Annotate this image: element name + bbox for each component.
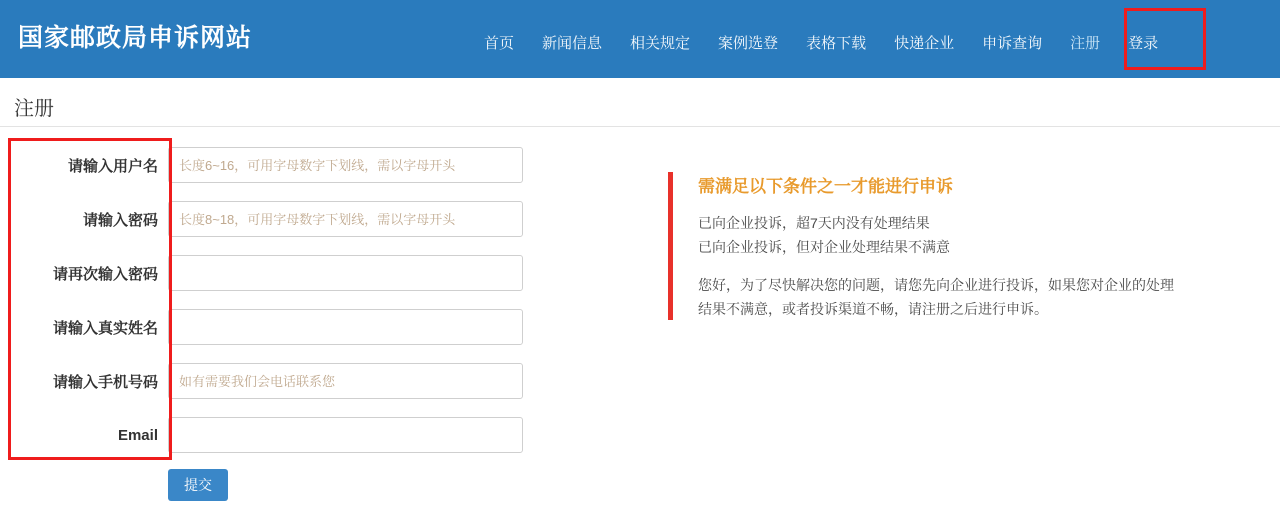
nav-item-forms-download[interactable]: 表格下载 — [806, 35, 867, 52]
nav-item-home[interactable]: 首页 — [484, 35, 515, 52]
submit-button[interactable]: 提交 — [168, 469, 228, 501]
form-row-password — [0, 192, 545, 246]
input-email[interactable] — [168, 417, 523, 453]
label-phone: 请输入手机号码 — [52, 373, 158, 391]
notice-condition-1: 已向企业投诉，超7天内没有处理结果 — [698, 215, 930, 231]
input-password[interactable] — [168, 201, 523, 237]
label-password: 请输入密码 — [82, 211, 158, 229]
input-username[interactable] — [168, 147, 523, 183]
label-email: Email — [117, 426, 158, 444]
notice-accent-bar — [668, 172, 673, 320]
input-phone[interactable] — [168, 363, 523, 399]
nav-item-regulations[interactable]: 相关规定 — [630, 35, 691, 52]
label-username: 请输入用户名 — [67, 157, 158, 175]
notice-body — [668, 172, 1208, 321]
form-row-phone — [0, 354, 545, 408]
notice-condition-2: 已向企业投诉，但对企业处理结果不满意 — [698, 239, 950, 255]
main-navigation — [470, 26, 1172, 59]
form-row-username — [0, 138, 545, 192]
eligibility-notice — [668, 172, 1208, 321]
nav-item-news[interactable]: 新闻信息 — [542, 35, 603, 52]
form-row-confirm-password — [0, 246, 545, 300]
nav-item-appeal-query[interactable]: 申诉查询 — [982, 35, 1043, 52]
nav-item-express-companies[interactable]: 快递企业 — [894, 35, 955, 52]
label-real-name: 请输入真实姓名 — [52, 319, 158, 337]
page-title: 注册 — [14, 98, 54, 120]
form-row-real-name — [0, 300, 545, 354]
form-row-email — [0, 408, 545, 462]
notice-paragraph: 您好，为了尽快解决您的问题，请您先向企业进行投诉，如果您对企业的处理结果不满意，或者投诉渠道不畅，请注册之后进行申诉。 — [698, 277, 1174, 317]
input-confirm-password[interactable] — [168, 255, 523, 291]
title-divider — [0, 126, 1280, 127]
nav-item-login[interactable]: 登录 — [1128, 35, 1159, 52]
nav-item-register[interactable]: 注册 — [1070, 35, 1101, 52]
nav-item-cases[interactable]: 案例选登 — [718, 35, 779, 52]
site-header — [0, 0, 1280, 78]
notice-heading: 需满足以下条件之一才能进行申诉 — [698, 177, 953, 196]
label-confirm-password: 请再次输入密码 — [52, 265, 158, 283]
form-row-submit — [0, 462, 545, 508]
input-real-name[interactable] — [168, 309, 523, 345]
site-title: 国家邮政局申诉网站 — [18, 24, 253, 52]
register-form — [0, 138, 545, 508]
